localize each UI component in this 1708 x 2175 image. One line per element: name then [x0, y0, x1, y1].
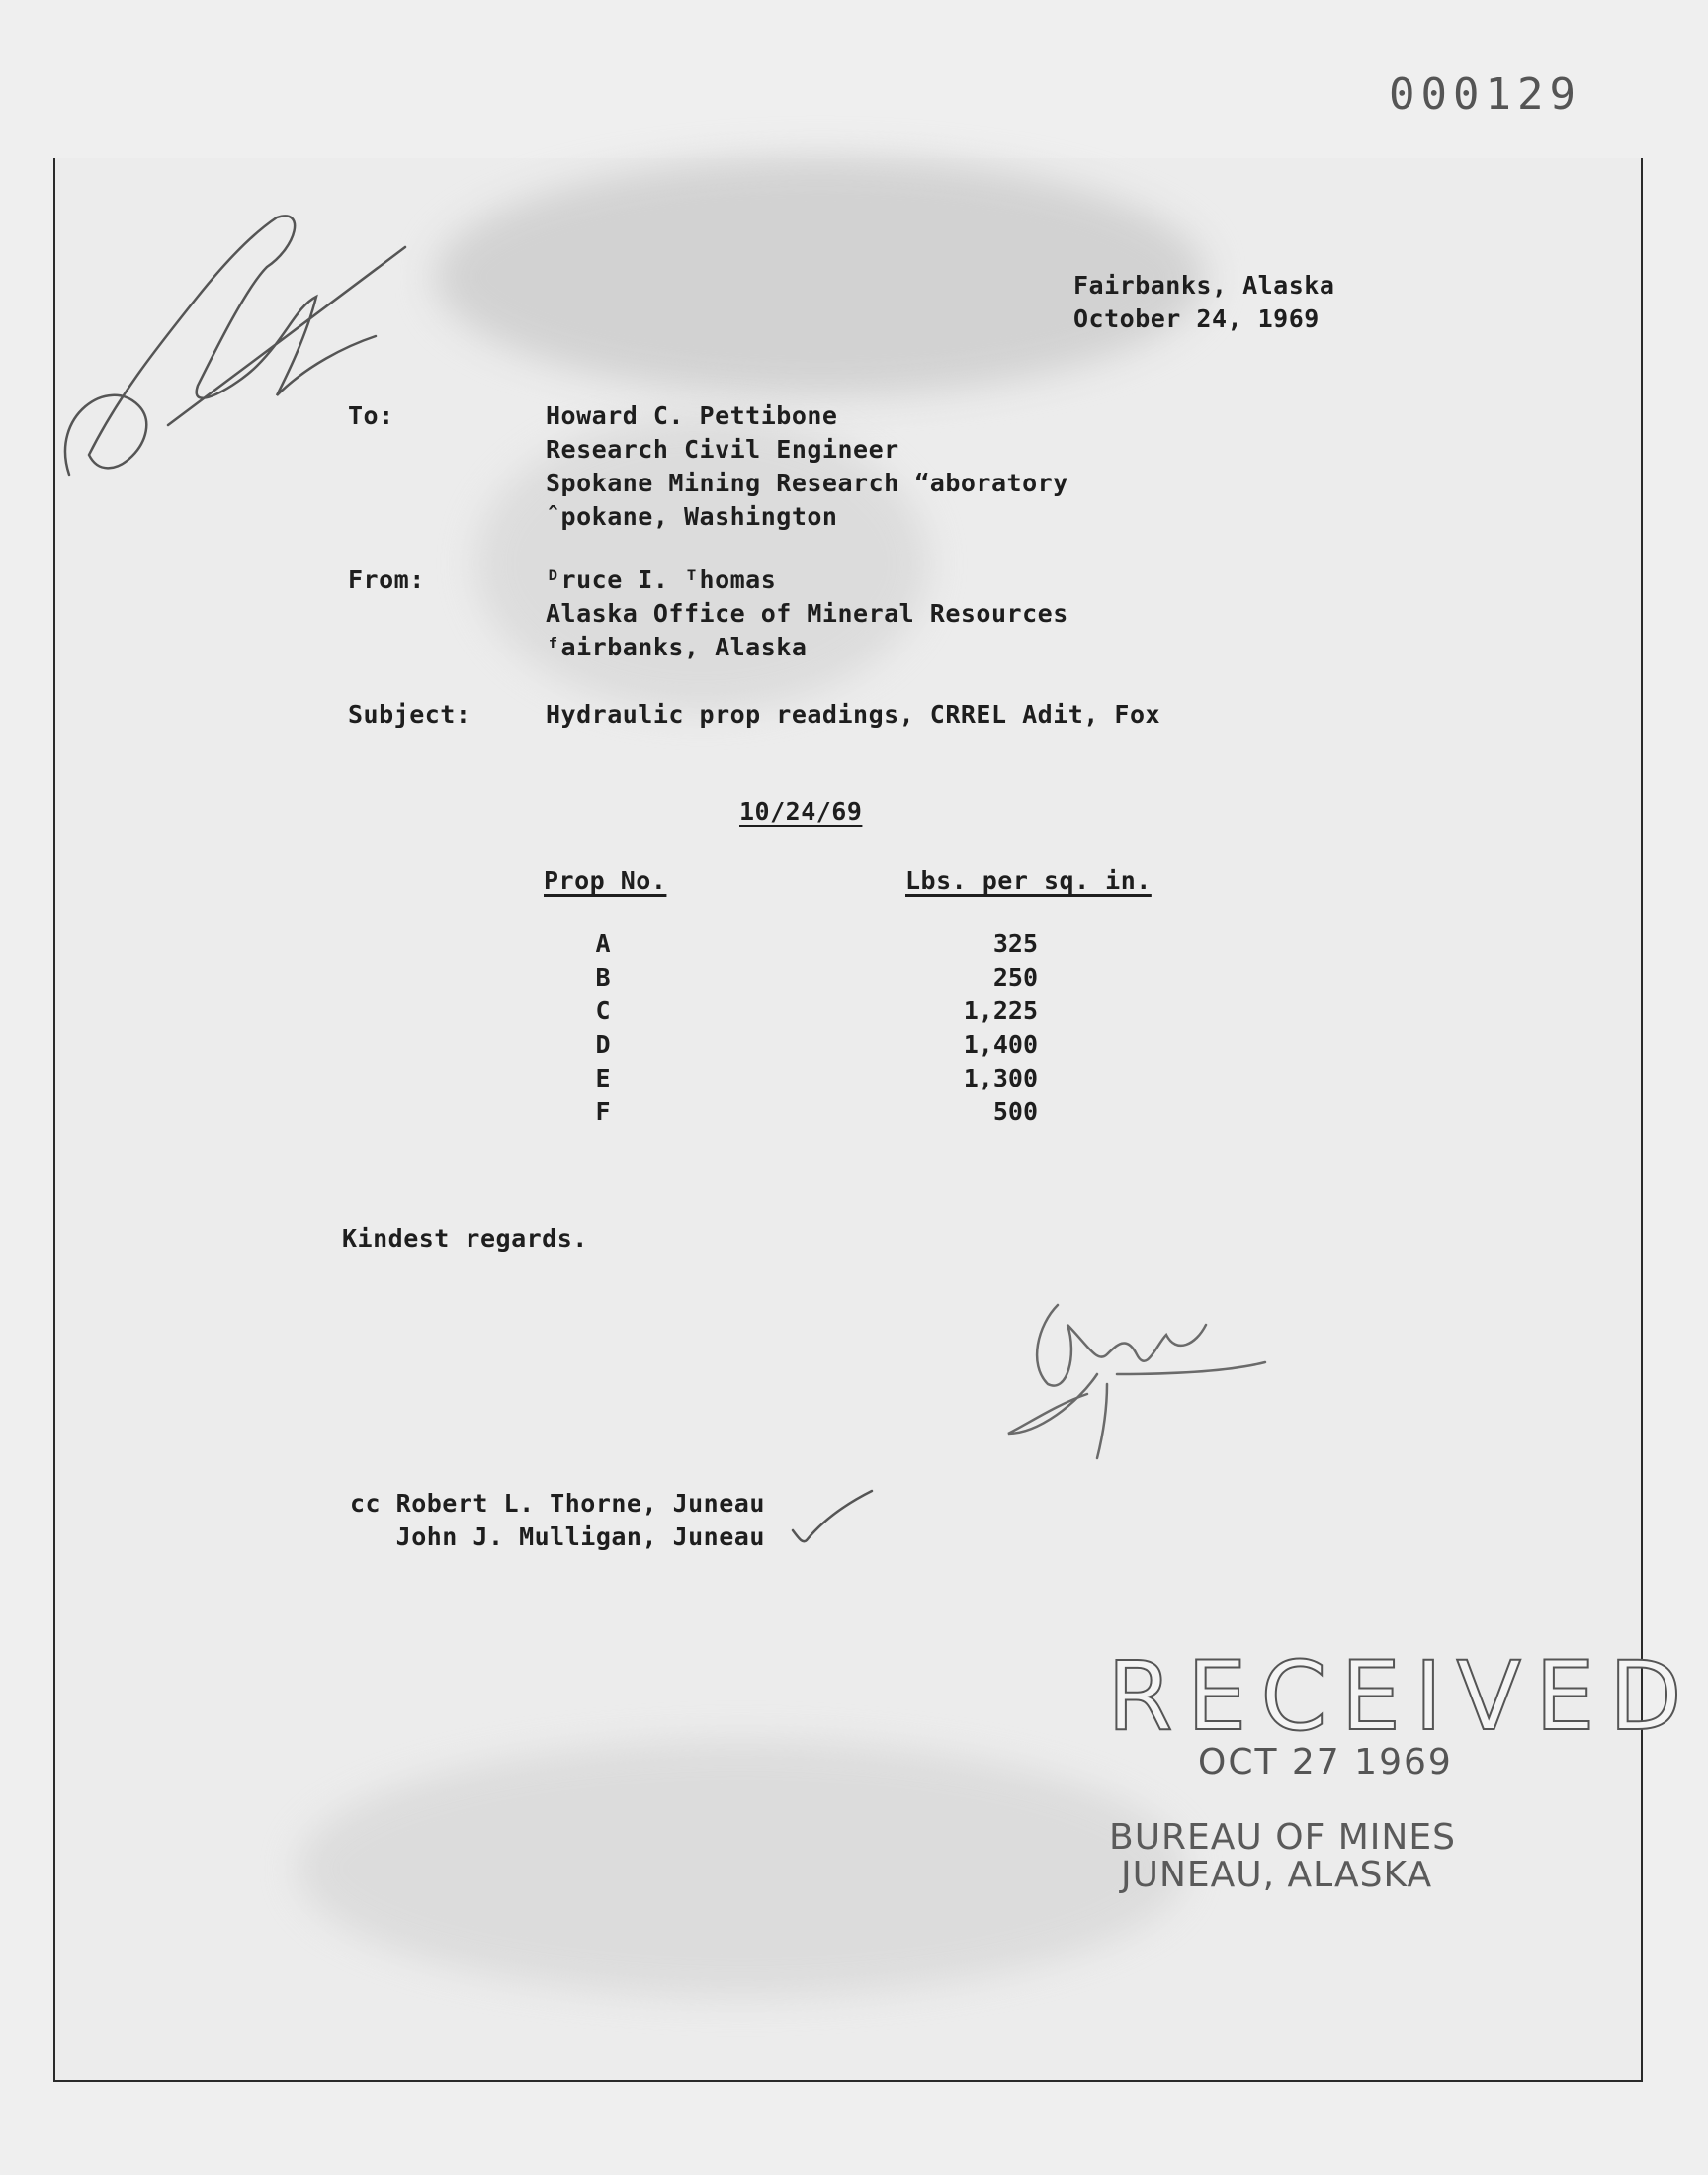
received-stamp: [1107, 1641, 1696, 1752]
letter-date: October 24, 1969: [1073, 304, 1320, 333]
stamp-bureau: BUREAU OF MINES: [1109, 1817, 1456, 1858]
to-line: ˆpokane, Washington: [546, 502, 838, 531]
table-row: [0, 1097, 1708, 1131]
subject-text: Hydraulic prop readings, CRREL Adit, Fox: [546, 700, 1161, 729]
prop-id: C: [595, 997, 611, 1025]
cc-line: John J. Mulligan, Juneau: [350, 1522, 765, 1551]
to-line: Howard C. Pettibone: [546, 401, 838, 430]
cc-line: cc Robert L. Thorne, Juneau: [350, 1489, 765, 1518]
from-line: ᴰruce I. ᵀhomas: [546, 566, 777, 594]
prop-id: F: [595, 1097, 611, 1126]
prop-value: 1,400: [963, 1030, 1038, 1059]
prop-value: 500: [992, 1097, 1038, 1126]
received-date: OCT 27 1969: [1198, 1742, 1453, 1783]
subject-label: Subject:: [348, 700, 471, 729]
stamp-location: JUNEAU, ALASKA: [1121, 1855, 1433, 1895]
table-row: [0, 1030, 1708, 1064]
prop-id: E: [595, 1064, 611, 1092]
handwritten-initials: [49, 178, 445, 504]
prop-value: 250: [992, 963, 1038, 992]
from-line: Alaska Office of Mineral Resources: [546, 599, 1068, 628]
table-row: [0, 963, 1708, 997]
closing-text: Kindest regards.: [342, 1224, 588, 1253]
scan-smudge: [297, 1740, 1186, 1997]
to-line: Spokane Mining Research “aboratory: [546, 469, 1068, 497]
handwritten-signature: [998, 1285, 1285, 1463]
prop-id: B: [595, 963, 611, 992]
from-line: ᶠairbanks, Alaska: [546, 633, 808, 661]
prop-value: 1,300: [963, 1064, 1038, 1092]
prop-id: D: [595, 1030, 611, 1059]
table-row: [0, 929, 1708, 963]
prop-value: 1,225: [963, 997, 1038, 1025]
received-stamp-text: RECEIVED: [1107, 1641, 1696, 1752]
to-line: Research Civil Engineer: [546, 435, 899, 464]
document-number: 000129: [1389, 69, 1581, 120]
reading-date: 10/24/69: [739, 797, 863, 826]
table-row: [0, 997, 1708, 1030]
to-label: To:: [348, 401, 394, 430]
from-label: From:: [348, 566, 425, 594]
prop-value: 325: [992, 929, 1038, 958]
prop-id: A: [595, 929, 611, 958]
letter-place: Fairbanks, Alaska: [1073, 271, 1335, 300]
checkmark-icon: [789, 1489, 878, 1548]
column-header-prop: Prop No.: [544, 866, 667, 895]
table-row: [0, 1064, 1708, 1097]
column-header-value: Lbs. per sq. in.: [905, 866, 1152, 895]
